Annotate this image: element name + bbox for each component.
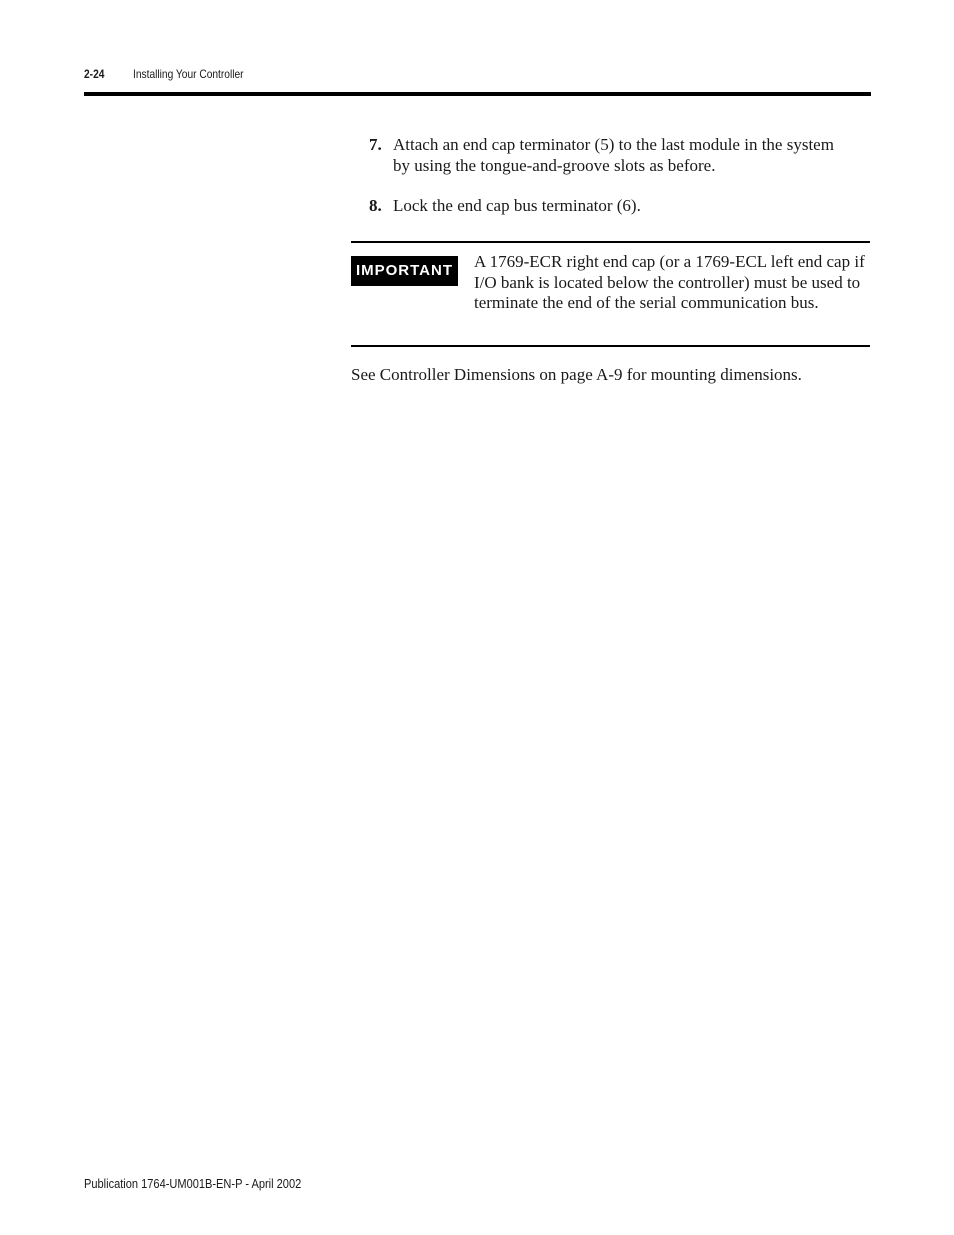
- important-text: A 1769-ECR right end cap (or a 1769-ECL left end cap if I/O bank is located below the controller) must be used to terminate the end of the serial communication bus.: [474, 252, 865, 312]
- step-number: 7.: [369, 135, 382, 154]
- chapter-title: Installing Your Controller: [133, 67, 244, 81]
- step-7: [369, 134, 839, 176]
- step-8: [369, 195, 839, 216]
- page-header: [84, 66, 871, 96]
- step-text: Lock the end cap bus terminator (6).: [393, 196, 641, 215]
- publication-footer: Publication 1764-UM001B-EN-P - April 2002: [84, 1176, 302, 1191]
- step-number: 8.: [369, 196, 382, 215]
- page-number: 2-24: [84, 67, 105, 81]
- important-label: IMPORTANT: [351, 256, 458, 286]
- body-paragraph: See Controller Dimensions on page A-9 for mounting dimensions.: [351, 365, 802, 384]
- important-notice: [351, 241, 870, 347]
- step-text: Attach an end cap terminator (5) to the last module in the system by using the tongue-and-groove slots as before.: [393, 135, 834, 175]
